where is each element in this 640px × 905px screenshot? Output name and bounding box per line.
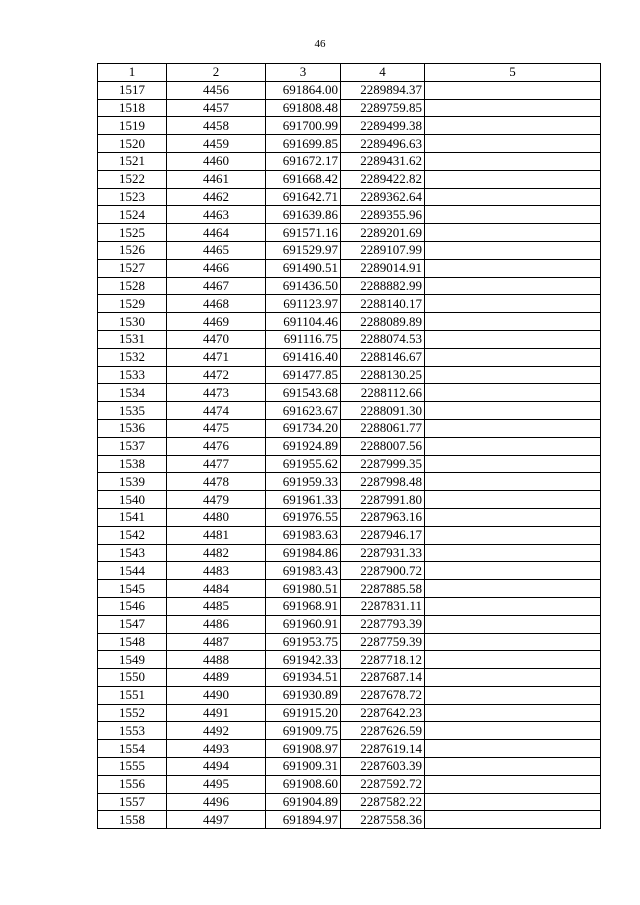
table-cell-col-2: 4483	[167, 562, 266, 580]
table-cell-col-2: 4462	[167, 188, 266, 206]
table-cell-col-1: 1543	[98, 544, 167, 562]
table-cell-col-1: 1525	[98, 224, 167, 242]
table-cell-col-4: 2287963.16	[341, 508, 425, 526]
table-cell-col-4: 2287619.14	[341, 740, 425, 758]
table-cell-col-3: 691529.97	[266, 241, 341, 259]
table-row	[98, 206, 601, 224]
table-cell-col-3: 691668.42	[266, 170, 341, 188]
table-cell-col-5	[425, 793, 601, 811]
table-row	[98, 508, 601, 526]
table-cell-col-3: 691571.16	[266, 224, 341, 242]
table-cell-col-2: 4470	[167, 330, 266, 348]
table-row	[98, 81, 601, 99]
table-cell-col-3: 691908.60	[266, 775, 341, 793]
table-cell-col-4: 2287626.59	[341, 722, 425, 740]
table-cell-col-2: 4480	[167, 508, 266, 526]
table-cell-col-2: 4465	[167, 241, 266, 259]
table-cell-col-4: 2288146.67	[341, 348, 425, 366]
table-row	[98, 295, 601, 313]
table-cell-col-3: 691968.91	[266, 597, 341, 615]
table-cell-col-4: 2287931.33	[341, 544, 425, 562]
table-cell-col-2: 4458	[167, 117, 266, 135]
table-cell-col-5	[425, 669, 601, 687]
table-row	[98, 313, 601, 331]
table-cell-col-3: 691436.50	[266, 277, 341, 295]
table-cell-col-5	[425, 348, 601, 366]
table-row	[98, 330, 601, 348]
table-row	[98, 455, 601, 473]
table-cell-col-4: 2288140.17	[341, 295, 425, 313]
table-cell-col-3: 691976.55	[266, 508, 341, 526]
table-row	[98, 615, 601, 633]
table-row	[98, 544, 601, 562]
table-cell-col-5	[425, 135, 601, 153]
table-cell-col-3: 691983.43	[266, 562, 341, 580]
table-cell-col-3: 691960.91	[266, 615, 341, 633]
table-cell-col-1: 1538	[98, 455, 167, 473]
table-cell-col-3: 691984.86	[266, 544, 341, 562]
table-cell-col-2: 4486	[167, 615, 266, 633]
table-cell-col-2: 4476	[167, 437, 266, 455]
table-cell-col-1: 1553	[98, 722, 167, 740]
table-cell-col-1: 1554	[98, 740, 167, 758]
table-cell-col-5	[425, 597, 601, 615]
table-cell-col-5	[425, 419, 601, 437]
table-row	[98, 633, 601, 651]
table-cell-col-2: 4472	[167, 366, 266, 384]
table-cell-col-1: 1544	[98, 562, 167, 580]
table-cell-col-4: 2287558.36	[341, 811, 425, 829]
table-cell-col-2: 4463	[167, 206, 266, 224]
table-cell-col-2: 4494	[167, 758, 266, 776]
table-cell-col-4: 2287999.35	[341, 455, 425, 473]
table-cell-col-1: 1527	[98, 259, 167, 277]
table-row	[98, 419, 601, 437]
table-cell-col-5	[425, 99, 601, 117]
table-cell-col-3: 691930.89	[266, 686, 341, 704]
table-row	[98, 793, 601, 811]
table-row	[98, 686, 601, 704]
table-cell-col-1: 1550	[98, 669, 167, 687]
table-cell-col-2: 4473	[167, 384, 266, 402]
table-cell-col-5	[425, 508, 601, 526]
table-cell-col-5	[425, 224, 601, 242]
table-cell-col-2: 4474	[167, 402, 266, 420]
table-cell-col-1: 1532	[98, 348, 167, 366]
table-header-row	[98, 64, 601, 82]
table-cell-col-4: 2287642.23	[341, 704, 425, 722]
table-cell-col-2: 4488	[167, 651, 266, 669]
table-cell-col-1: 1551	[98, 686, 167, 704]
table-cell-col-4: 2287885.58	[341, 580, 425, 598]
table-cell-col-3: 691959.33	[266, 473, 341, 491]
table-row	[98, 669, 601, 687]
table-cell-col-4: 2287687.14	[341, 669, 425, 687]
table-cell-col-5	[425, 473, 601, 491]
table-body	[98, 81, 601, 828]
table-cell-col-4: 2287759.39	[341, 633, 425, 651]
table-cell-col-2: 4464	[167, 224, 266, 242]
table-row	[98, 366, 601, 384]
table-cell-col-3: 691908.97	[266, 740, 341, 758]
column-header: 1	[98, 64, 167, 82]
table-cell-col-3: 691864.00	[266, 81, 341, 99]
table-cell-col-3: 691123.97	[266, 295, 341, 313]
table-cell-col-5	[425, 206, 601, 224]
table-cell-col-5	[425, 651, 601, 669]
table-cell-col-3: 691104.46	[266, 313, 341, 331]
table-cell-col-4: 2289201.69	[341, 224, 425, 242]
table-cell-col-1: 1528	[98, 277, 167, 295]
table-cell-col-4: 2289362.64	[341, 188, 425, 206]
table-cell-col-4: 2287603.39	[341, 758, 425, 776]
table-cell-col-3: 691699.85	[266, 135, 341, 153]
table-cell-col-1: 1518	[98, 99, 167, 117]
table-cell-col-5	[425, 704, 601, 722]
table-cell-col-5	[425, 526, 601, 544]
table-cell-col-4: 2289014.91	[341, 259, 425, 277]
table-cell-col-1: 1517	[98, 81, 167, 99]
coordinates-table	[97, 63, 601, 829]
table-cell-col-3: 691623.67	[266, 402, 341, 420]
table-cell-col-5	[425, 544, 601, 562]
column-header: 4	[341, 64, 425, 82]
table-row	[98, 348, 601, 366]
table-cell-col-2: 4466	[167, 259, 266, 277]
table-cell-col-3: 691942.33	[266, 651, 341, 669]
table-cell-col-3: 691808.48	[266, 99, 341, 117]
table-cell-col-2: 4484	[167, 580, 266, 598]
table-cell-col-2: 4471	[167, 348, 266, 366]
table-cell-col-4: 2289894.37	[341, 81, 425, 99]
table-cell-col-2: 4460	[167, 152, 266, 170]
table-cell-col-3: 691477.85	[266, 366, 341, 384]
table-cell-col-5	[425, 117, 601, 135]
table-cell-col-5	[425, 580, 601, 598]
table-cell-col-3: 691904.89	[266, 793, 341, 811]
table-cell-col-5	[425, 366, 601, 384]
table-cell-col-1: 1521	[98, 152, 167, 170]
table-cell-col-5	[425, 259, 601, 277]
table-cell-col-1: 1545	[98, 580, 167, 598]
table-cell-col-4: 2288112.66	[341, 384, 425, 402]
page-number: 46	[314, 38, 326, 50]
table-cell-col-3: 691961.33	[266, 491, 341, 509]
table-row	[98, 277, 601, 295]
table-cell-col-4: 2288882.99	[341, 277, 425, 295]
table-cell-col-3: 691543.68	[266, 384, 341, 402]
table-cell-col-1: 1547	[98, 615, 167, 633]
table-cell-col-5	[425, 740, 601, 758]
table-cell-col-4: 2289355.96	[341, 206, 425, 224]
table-cell-col-3: 691734.20	[266, 419, 341, 437]
table-row	[98, 241, 601, 259]
table-cell-col-2: 4461	[167, 170, 266, 188]
table-cell-col-1: 1540	[98, 491, 167, 509]
table-cell-col-3: 691416.40	[266, 348, 341, 366]
table-cell-col-4: 2289499.38	[341, 117, 425, 135]
table-cell-col-4: 2287718.12	[341, 651, 425, 669]
table-row	[98, 704, 601, 722]
table-cell-col-1: 1542	[98, 526, 167, 544]
table-cell-col-2: 4459	[167, 135, 266, 153]
table-row	[98, 526, 601, 544]
table-cell-col-2: 4475	[167, 419, 266, 437]
table-cell-col-3: 691924.89	[266, 437, 341, 455]
table-cell-col-4: 2287592.72	[341, 775, 425, 793]
table-cell-col-5	[425, 313, 601, 331]
table-cell-col-5	[425, 384, 601, 402]
table-cell-col-2: 4467	[167, 277, 266, 295]
table-cell-col-2: 4487	[167, 633, 266, 651]
table-cell-col-5	[425, 81, 601, 99]
table-cell-col-2: 4482	[167, 544, 266, 562]
table-cell-col-3: 691700.99	[266, 117, 341, 135]
table-cell-col-3: 691915.20	[266, 704, 341, 722]
table-cell-col-1: 1519	[98, 117, 167, 135]
table-cell-col-5	[425, 455, 601, 473]
table-cell-col-2: 4479	[167, 491, 266, 509]
table-cell-col-4: 2289759.85	[341, 99, 425, 117]
table-row	[98, 758, 601, 776]
table-cell-col-5	[425, 330, 601, 348]
table-cell-col-4: 2287998.48	[341, 473, 425, 491]
table-cell-col-1: 1552	[98, 704, 167, 722]
table-cell-col-2: 4497	[167, 811, 266, 829]
table-cell-col-2: 4493	[167, 740, 266, 758]
table-cell-col-5	[425, 402, 601, 420]
table-cell-col-1: 1555	[98, 758, 167, 776]
table-row	[98, 580, 601, 598]
table-cell-col-1: 1534	[98, 384, 167, 402]
table-cell-col-4: 2287793.39	[341, 615, 425, 633]
table-cell-col-5	[425, 686, 601, 704]
table-row	[98, 259, 601, 277]
table-cell-col-5	[425, 615, 601, 633]
table-cell-col-2: 4477	[167, 455, 266, 473]
table-cell-col-3: 691953.75	[266, 633, 341, 651]
table-cell-col-1: 1533	[98, 366, 167, 384]
table-row	[98, 402, 601, 420]
table-row	[98, 491, 601, 509]
table-cell-col-5	[425, 437, 601, 455]
table-cell-col-1: 1541	[98, 508, 167, 526]
table-row	[98, 135, 601, 153]
table-cell-col-4: 2287831.11	[341, 597, 425, 615]
table-cell-col-3: 691639.86	[266, 206, 341, 224]
table-cell-col-5	[425, 491, 601, 509]
table-row	[98, 473, 601, 491]
table-cell-col-2: 4481	[167, 526, 266, 544]
table-cell-col-2: 4469	[167, 313, 266, 331]
table-row	[98, 597, 601, 615]
table-cell-col-1: 1537	[98, 437, 167, 455]
table-cell-col-5	[425, 811, 601, 829]
table-cell-col-1: 1522	[98, 170, 167, 188]
table-row	[98, 188, 601, 206]
table-cell-col-1: 1526	[98, 241, 167, 259]
table-row	[98, 722, 601, 740]
table-cell-col-5	[425, 722, 601, 740]
table-cell-col-4: 2288007.56	[341, 437, 425, 455]
table-cell-col-2: 4489	[167, 669, 266, 687]
table-cell-col-4: 2287991.80	[341, 491, 425, 509]
table-row	[98, 775, 601, 793]
table-cell-col-5	[425, 241, 601, 259]
table-cell-col-4: 2288061.77	[341, 419, 425, 437]
table-row	[98, 740, 601, 758]
table-cell-col-5	[425, 633, 601, 651]
table-cell-col-3: 691490.51	[266, 259, 341, 277]
table-cell-col-4: 2289431.62	[341, 152, 425, 170]
table-cell-col-2: 4495	[167, 775, 266, 793]
table-row	[98, 437, 601, 455]
table-cell-col-1: 1548	[98, 633, 167, 651]
table-cell-col-4: 2287582.22	[341, 793, 425, 811]
table-row	[98, 152, 601, 170]
table-cell-col-3: 691909.31	[266, 758, 341, 776]
table-cell-col-5	[425, 188, 601, 206]
table-row	[98, 117, 601, 135]
table-cell-col-2: 4478	[167, 473, 266, 491]
table-cell-col-1: 1523	[98, 188, 167, 206]
table-cell-col-2: 4491	[167, 704, 266, 722]
table-cell-col-2: 4485	[167, 597, 266, 615]
table-cell-col-2: 4468	[167, 295, 266, 313]
table-cell-col-3: 691642.71	[266, 188, 341, 206]
table-row	[98, 224, 601, 242]
table-cell-col-1: 1530	[98, 313, 167, 331]
table-row	[98, 562, 601, 580]
column-header: 3	[266, 64, 341, 82]
table-cell-col-2: 4457	[167, 99, 266, 117]
table-cell-col-1: 1535	[98, 402, 167, 420]
table-cell-col-5	[425, 562, 601, 580]
table-cell-col-4: 2288074.53	[341, 330, 425, 348]
table-cell-col-3: 691934.51	[266, 669, 341, 687]
table-cell-col-2: 4496	[167, 793, 266, 811]
table-cell-col-3: 691955.62	[266, 455, 341, 473]
table-cell-col-3: 691909.75	[266, 722, 341, 740]
column-header: 5	[425, 64, 601, 82]
table-cell-col-1: 1556	[98, 775, 167, 793]
table-cell-col-3: 691980.51	[266, 580, 341, 598]
table-row	[98, 651, 601, 669]
table-cell-col-5	[425, 775, 601, 793]
table-cell-col-4: 2288089.89	[341, 313, 425, 331]
table-row	[98, 99, 601, 117]
table-cell-col-5	[425, 758, 601, 776]
table-cell-col-2: 4492	[167, 722, 266, 740]
table-cell-col-3: 691894.97	[266, 811, 341, 829]
table-row	[98, 811, 601, 829]
table-cell-col-5	[425, 295, 601, 313]
table-cell-col-1: 1536	[98, 419, 167, 437]
table-cell-col-1: 1546	[98, 597, 167, 615]
table-row	[98, 384, 601, 402]
table-row	[98, 170, 601, 188]
table-cell-col-1: 1524	[98, 206, 167, 224]
table-cell-col-1: 1531	[98, 330, 167, 348]
table-cell-col-1: 1557	[98, 793, 167, 811]
table-cell-col-1: 1520	[98, 135, 167, 153]
table-cell-col-4: 2289496.63	[341, 135, 425, 153]
table-cell-col-5	[425, 277, 601, 295]
column-header: 2	[167, 64, 266, 82]
table-cell-col-4: 2289422.82	[341, 170, 425, 188]
table-cell-col-1: 1529	[98, 295, 167, 313]
table-cell-col-4: 2287946.17	[341, 526, 425, 544]
table-cell-col-3: 691672.17	[266, 152, 341, 170]
table-cell-col-4: 2289107.99	[341, 241, 425, 259]
table-cell-col-4: 2288130.25	[341, 366, 425, 384]
table-cell-col-1: 1558	[98, 811, 167, 829]
table-cell-col-1: 1549	[98, 651, 167, 669]
table-cell-col-3: 691116.75	[266, 330, 341, 348]
table-cell-col-2: 4456	[167, 81, 266, 99]
table-cell-col-4: 2287900.72	[341, 562, 425, 580]
table-cell-col-2: 4490	[167, 686, 266, 704]
table-cell-col-5	[425, 170, 601, 188]
table-cell-col-5	[425, 152, 601, 170]
table-cell-col-4: 2287678.72	[341, 686, 425, 704]
table-cell-col-3: 691983.63	[266, 526, 341, 544]
table-cell-col-1: 1539	[98, 473, 167, 491]
table-cell-col-4: 2288091.30	[341, 402, 425, 420]
